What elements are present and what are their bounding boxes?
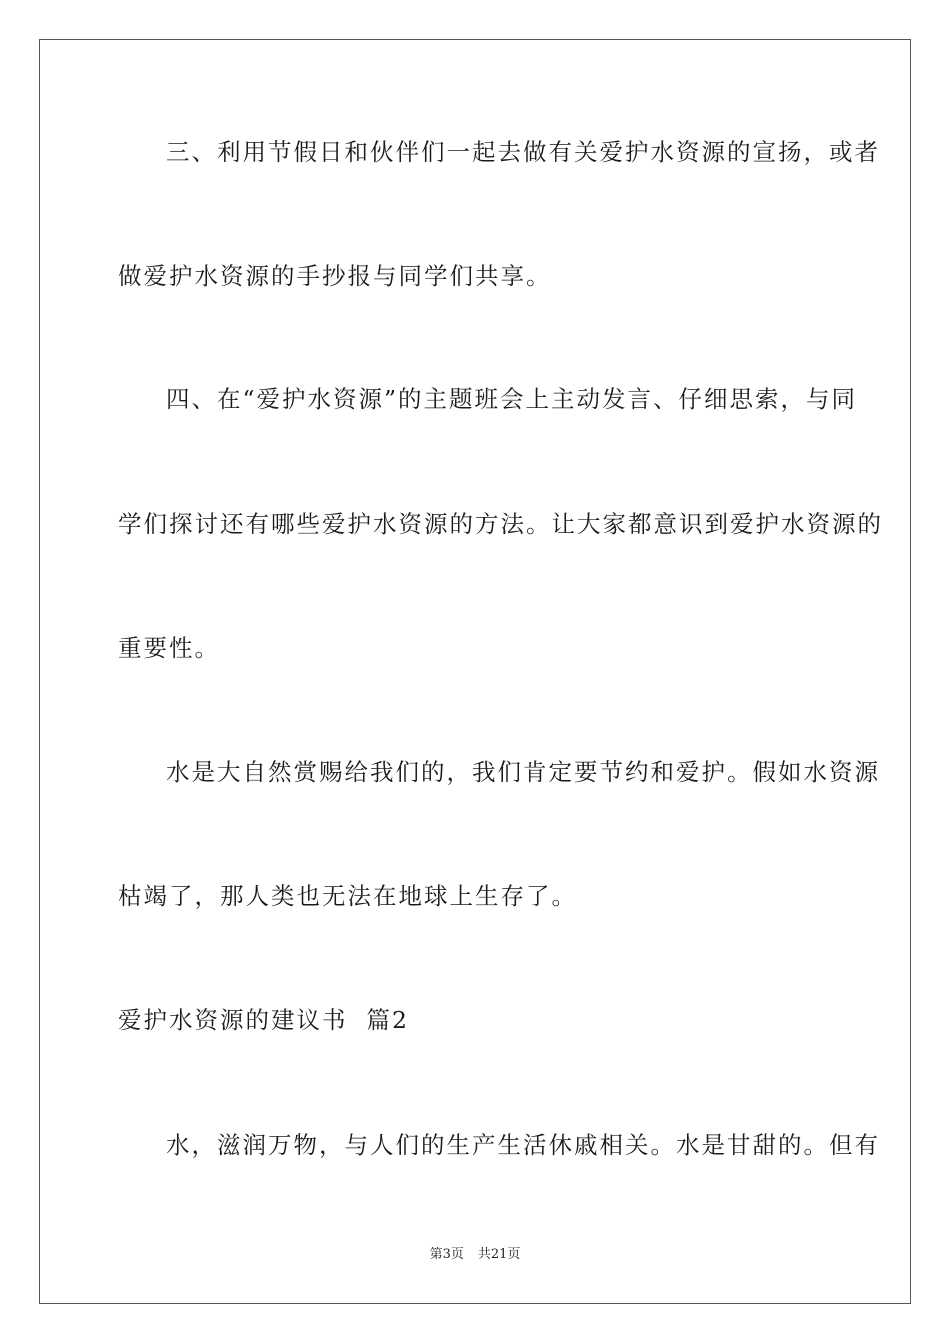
page-footer: [0, 1246, 950, 1264]
paragraph-4-line-1: 四、在“爱护水资源”的主题班会上主动发言、仔细思索，与同: [166, 385, 858, 413]
page-total: 共21页: [477, 1247, 521, 1262]
section-heading: 爱护水资源的建议书 篇2: [118, 1006, 409, 1034]
paragraph-6-line-1: 水，滋润万物，与人们的生产生活休戚相关。水是甘甜的。但有: [166, 1131, 880, 1159]
page-number: 第3页: [429, 1247, 464, 1262]
paragraph-5-line-1: 水是大自然赏赐给我们的，我们肯定要节约和爱护。假如水资源: [166, 758, 880, 786]
page-border: [39, 39, 911, 1304]
paragraph-4-line-2: 学们探讨还有哪些爱护水资源的方法。让大家都意识到爱护水资源的: [118, 510, 883, 538]
paragraph-3-line-2: 做爱护水资源的手抄报与同学们共享。: [118, 262, 552, 290]
paragraph-5-line-2: 枯竭了，那人类也无法在地球上生存了。: [118, 882, 577, 910]
paragraph-4-line-3: 重要性。: [118, 634, 220, 662]
paragraph-3-line-1: 三、利用节假日和伙伴们一起去做有关爱护水资源的宣扬，或者: [166, 138, 880, 166]
